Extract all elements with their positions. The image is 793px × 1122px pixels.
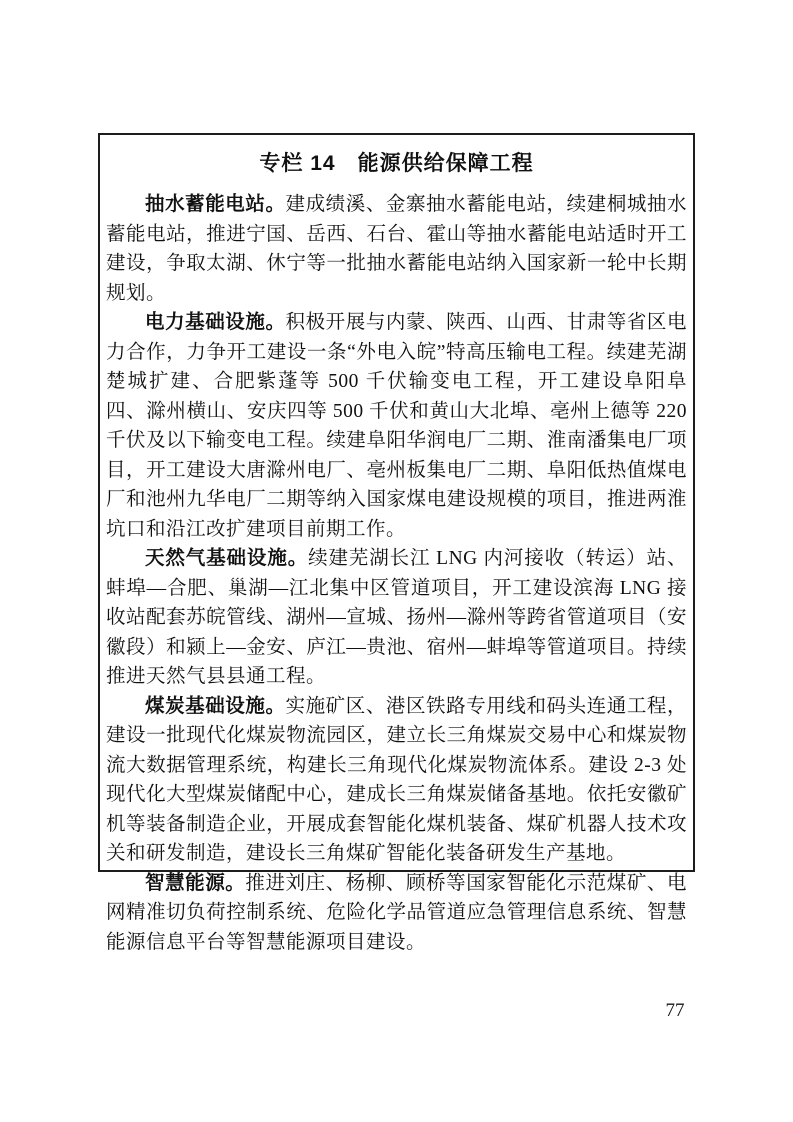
paragraph <box>106 308 687 544</box>
paragraph <box>106 190 687 308</box>
paragraph <box>106 692 687 869</box>
page-number: 77 <box>665 1000 685 1021</box>
paragraph-body: 推进刘庄、杨柳、顾桥等国家智能化示范煤矿、电网精准切负荷控制系统、危险化学品管道应急管理信息系统、智慧能源信息平台等智慧能源项目建设。 <box>106 872 687 953</box>
paragraph-lead: 天然气基础设施。 <box>145 548 309 569</box>
paragraph-body: 建成绩溪、金寨抽水蓄能电站，续建桐城抽水蓄能电站，推进宁国、岳西、石台、霍山等抽水蓄能电站适时开工建设，争取太湖、休宁等一批抽水蓄能电站纳入国家新一轮中长期规划。 <box>106 194 687 304</box>
paragraph-lead: 电力基础设施。 <box>145 312 286 333</box>
paragraph-body: 续建芜湖长江 LNG 内河接收（转运）站、蚌埠—合肥、巢湖—江北集中区管道项目，开工建设滨海 LNG 接收站配套苏皖管线、湖州—宣城、扬州—滁州等跨省管道项目（安徽段）和颍上—金安、庐江—贵池、宿州—蚌埠等管道项目。持续推进天然气县县通工程。 <box>106 548 687 687</box>
paragraph-body: 实施矿区、港区铁路专用线和码头连通工程，建设一批现代化煤炭物流园区，建立长三角煤炭交易中心和煤炭物流大数据管理系统，构建长三角现代化煤炭物流体系。建设 2-3 处现代化大型煤炭储配中心，建成长三角煤炭储备基地。依托安徽矿机等装备制造企业，开展成套智能化煤机装备、煤矿机器人技术攻关和研发制造，建设长三角煤矿智能化装备研发生产基地。 <box>106 695 687 864</box>
box-title: 专栏 14 能源供给保障工程 <box>259 152 534 175</box>
paragraph-body: 积极开展与内蒙、陕西、山西、甘肃等省区电力合作，力争开工建设一条“外电入皖”特高压输电工程。续建芜湖楚城扩建、合肥紫蓬等 500 千伏输变电工程，开工建设阜阳阜四、滁州横山、安庆四等 500 千伏和黄山大北埠、亳州上德等 220 千伏及以下输变电工程。续建阜阳华润电厂二期、淮南潘集电厂项目，开工建设大唐滁州电厂、亳州板集电厂二期、阜阳低热值煤电厂和池州九华电厂二期等纳入国家煤电建设规模的项目，推进两淮坑口和沿江改扩建项目前期工作。 <box>106 312 687 540</box>
paragraph <box>106 869 687 958</box>
callout-box <box>98 133 695 953</box>
paragraph <box>106 544 687 692</box>
paragraph-lead: 智慧能源。 <box>145 872 246 894</box>
paragraph-lead: 抽水蓄能电站。 <box>145 194 286 215</box>
paragraph-lead: 煤炭基础设施。 <box>145 695 286 717</box>
